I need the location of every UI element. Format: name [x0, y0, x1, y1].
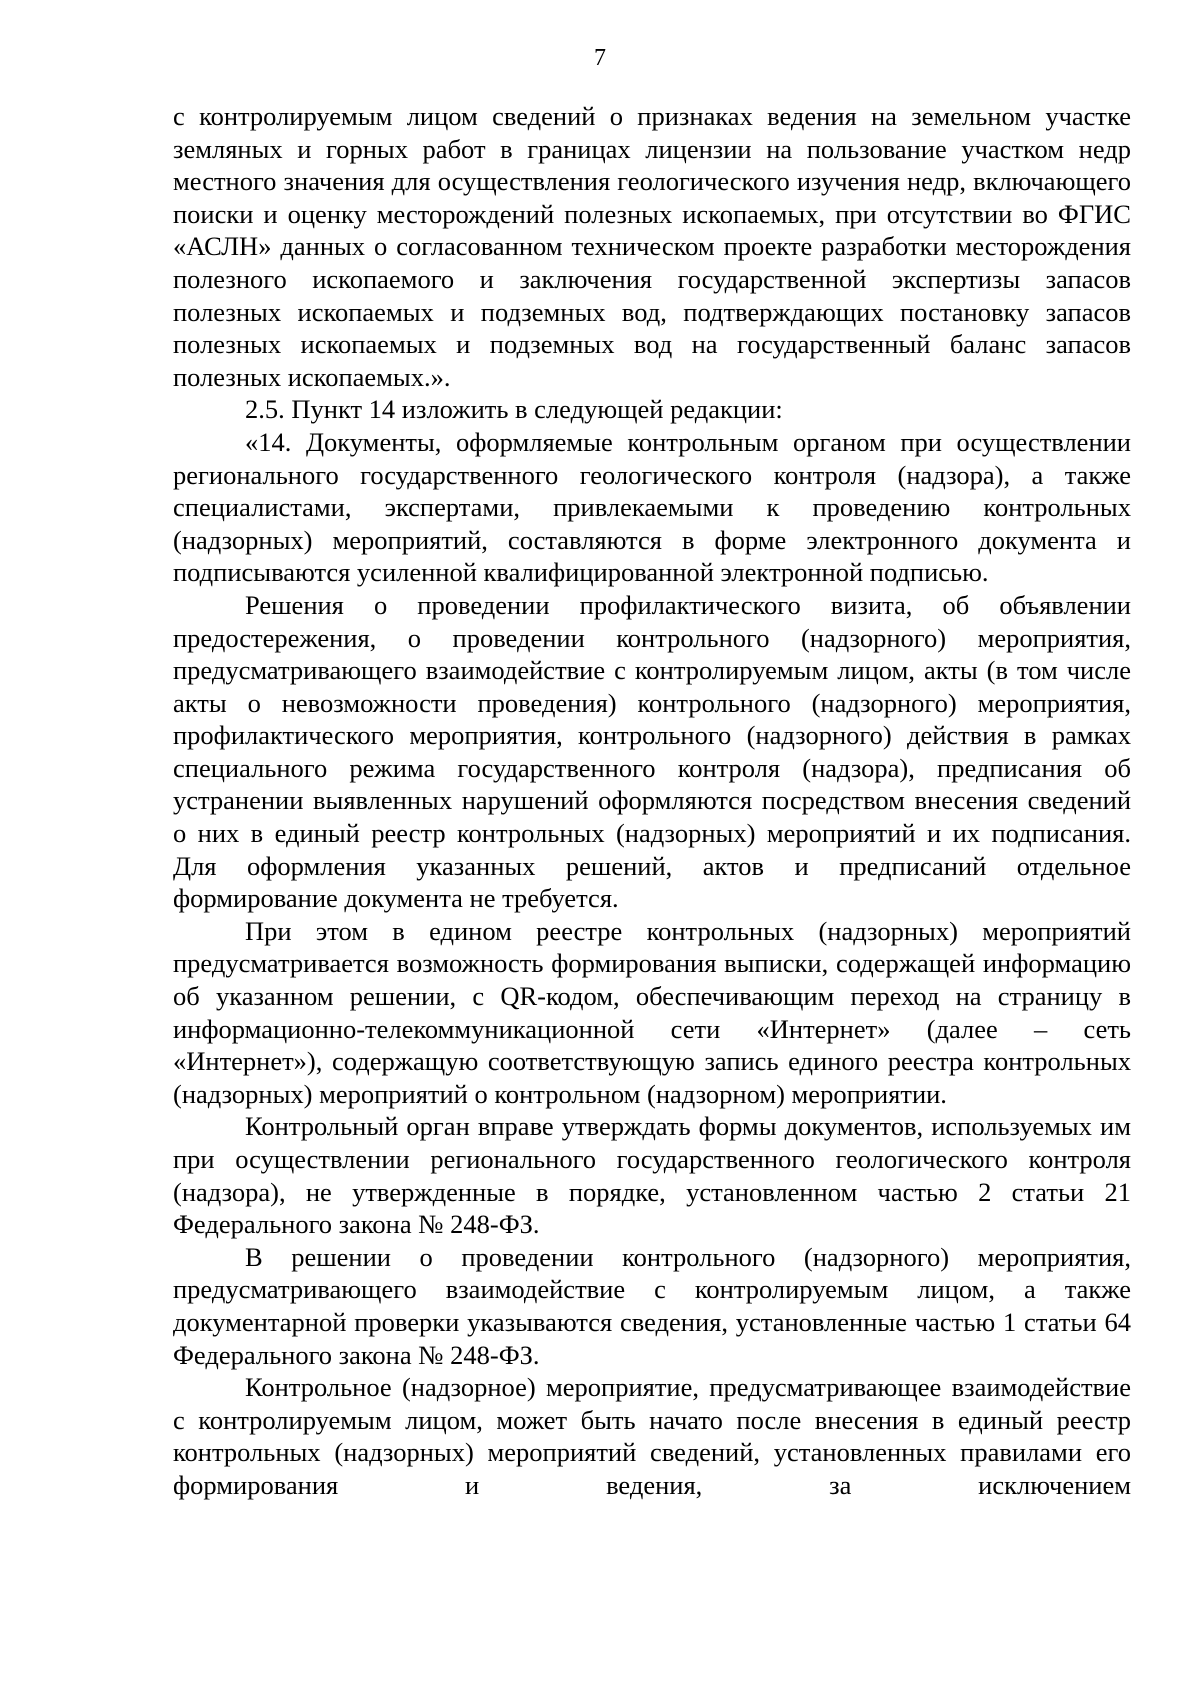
paragraph-decision-info: В решении о проведении контрольного (надзорного) мероприятия, предусматривающего взаимодействие с контролируемым лицом, а также документарной проверки указываются сведения, установленные частью 1 статьи 64 Федерального закона № 248-ФЗ.	[173, 1241, 1131, 1370]
paragraph-forms: Контрольный орган вправе утверждать формы документов, используемых им при осуществлении регионального государственного геологического контроля (надзора), не утвержденные в порядке, установленном частью 2 статьи 21 Федерального закона № 248-ФЗ.	[173, 1111, 1131, 1240]
paragraph-item-14: «14. Документы, оформляемые контрольным органом при осуществлении регионального государственного геологического контроля (надзора), а также специалистами, экспертами, привлекаемыми к проведению контрольных (надзорных) мероприятий, составляются в форме электронного документа и подписываются усиленной квалифицированной электронной подписью.	[173, 426, 1131, 588]
paragraph-item-2-5: 2.5. Пункт 14 изложить в следующей редакции:	[245, 394, 783, 425]
paragraph-decisions: Решения о проведении профилактического визита, об объявлении предостережения, о проведении контрольного (надзорного) мероприятия, предусматривающего взаимодействие с контролируемым лицом, акты (в том числе акты о невозможности проведения) контрольного (надзорного) мероприятия, профилактического мероприятия, контрольного (надзорного) действия в рамках специального режима государственного контроля (надзора), предписания об устранении выявленных нарушений оформляются посредством внесения сведений о них в единый реестр контрольных (надзорных) мероприятий и их подписания. Для оформления указанных решений, актов и предписаний отдельное формирование документа не требуется.	[173, 589, 1131, 914]
paragraph-control-start: Контрольное (надзорное) мероприятие, предусматривающее взаимодействие с контролируемым лицом, может быть начато после внесения в единый реестр контрольных (надзорных) мероприятий сведений, установленных правилами его формирования и ведения, за исключением	[173, 1372, 1131, 1500]
paragraph-continuation: с контролируемым лицом сведений о признаках ведения на земельном участке земляных и горных работ в границах лицензии на пользование участком недр местного значения для осуществления геологического изучения недр, включающего поиски и оценку месторождений полезных ископаемых, при отсутствии во ФГИС «АСЛН» данных о согласованном техническом проекте разработки месторождения полезного ископаемого и заключения государственной экспертизы запасов полезных ископаемых и подземных вод, подтверждающих постановку запасов полезных ископаемых и подземных вод на государственный баланс запасов полезных ископаемых.».	[173, 101, 1131, 392]
document-body	[173, 100, 1131, 1502]
page-number: 7	[594, 45, 606, 71]
paragraph-register-extract: При этом в едином реестре контрольных (надзорных) мероприятий предусматривается возможность формирования выписки, содержащей информацию об указанном решении, с QR-кодом, обеспечивающим переход на страницу в информационно-телекоммуникационной сети «Интернет» (далее – сеть «Интернет»), содержащую соответствующую запись единого реестра контрольных (надзорных) мероприятий о контрольном (надзорном) мероприятии.	[173, 915, 1131, 1109]
